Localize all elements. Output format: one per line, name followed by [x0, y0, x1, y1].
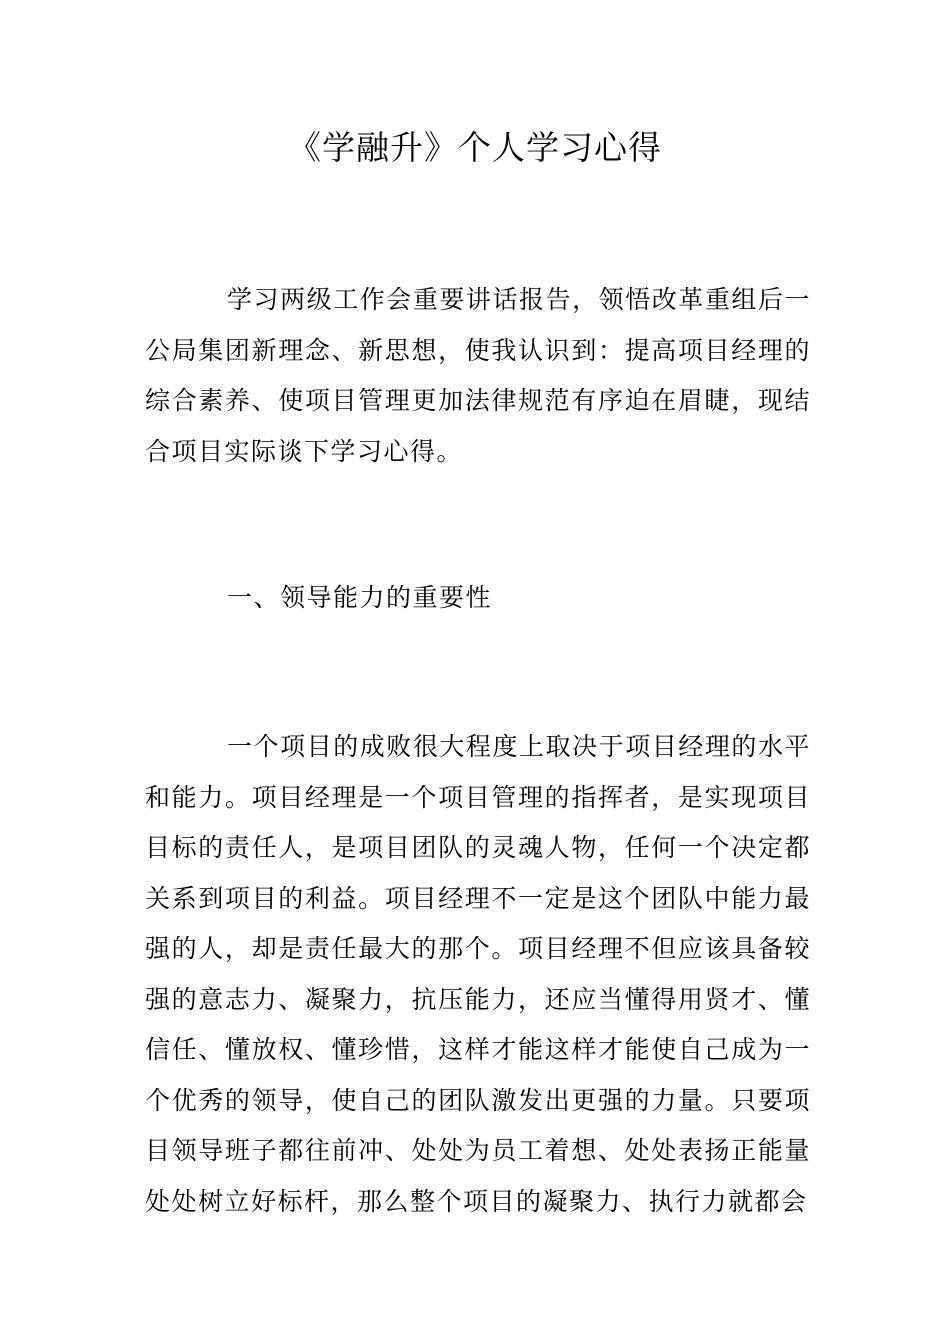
document-title: 《学融升》个人学习心得 — [288, 128, 662, 167]
section-heading: 一、领导能力的重要性 — [227, 583, 493, 612]
intro-paragraph: 学习两级工作会重要讲话报告，领悟改革重组后一公局集团新理念、新思想，使我认识到：提高项目经理的综合素养、使项目管理更加法律规范有序迫在眉睫，现结合项目实际谈下学习心得。 — [145, 285, 811, 466]
section-paragraph: 一个项目的成败很大程度上取决于项目经理的水平和能力。项目经理是一个项目管理的指挥者，是实现项目目标的责任人，是项目团队的灵魂人物，任何一个决定都关系到项目的利益。项目经理不一定是这个团队中能力最强的人，却是责任最大的那个。项目经理不但应该具备较强的意志力、凝聚力，抗压能力，还应当懂得用贤才、懂信任、懂放权、懂珍惜，这样才能这样才能使自己成为一个优秀的领导，使自己的团队激发出更强的力量。只要项目领导班子都往前冲、处处为员工着想、处处表扬正能量处处树立好标杆，那么整个项目的凝聚力、执行力就都会 — [145, 732, 811, 1216]
